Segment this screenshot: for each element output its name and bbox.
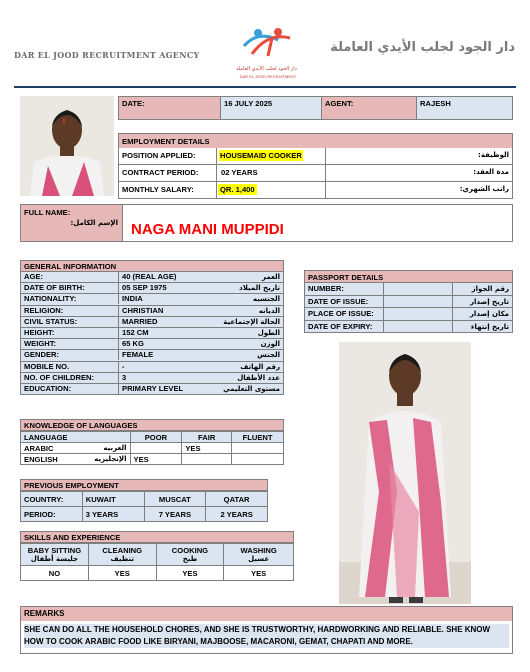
general-row [20,272,284,283]
salary-value: QR. 1,400 [220,185,255,194]
general-value: 65 KG [118,339,210,349]
previous-country: MUSCAT [144,492,206,507]
remarks-text: SHE CAN DO ALL THE HOUSEHOLD CHORES, AND SHE IS TRUSTWORTHY, HARDWORKING AND RELIABLE. SHE KNOW HOW TO COOK ARABIC FOOD LIKE BIRYANI, MAJBOOSE, MACARONI, GEMAT, CHAPATI AND MORE. [24,624,509,648]
passport-value [383,283,453,295]
skill-header [224,544,294,566]
candidate-photo-portrait [20,96,114,196]
general-label: EDUCATION: [24,383,72,393]
skill-name: COOKING [171,545,209,555]
lang-name-ar: الإنجليزيه [94,454,127,463]
remarks-title: REMARKS [21,607,512,621]
general-label-ar: الجنسيه [252,295,280,304]
previous-period-label: PERIOD: [21,507,83,522]
skill-value: YES [88,566,156,581]
skills-section [20,531,294,581]
lang-fair: YES [182,443,232,454]
general-label-ar: الوزن [260,340,280,349]
passport-label-ar: رقم الجواز [471,285,509,293]
fullname-label: FULL NAME: [24,208,71,217]
passport-label-ar: تاريخ إنتهاء [470,322,509,331]
general-row [20,384,284,395]
skill-header [156,544,224,566]
position-value-text: HOUSEMAID COOKER [220,151,302,160]
general-rows [20,272,284,395]
passport-value [383,321,453,333]
general-value: PRIMARY LEVEL [118,384,210,394]
previous-period: 3 YEARS [82,507,144,522]
general-row [20,328,284,339]
employment-section [118,133,513,199]
passport-row [304,283,513,296]
previous-table [20,491,268,522]
passport-label: DATE OF EXPIRY: [308,321,373,331]
lang-header-language: LANGUAGE [21,432,131,443]
general-label: NATIONALITY: [24,294,77,304]
general-label-ar: الطول [257,328,280,337]
general-value: 05 SEP 1975 [118,283,210,293]
general-label-ar: تاريخ الميلاد [239,284,280,293]
contract-label-ar: مدة العقد: [473,168,509,176]
lang-row [21,454,284,465]
fullname-section [20,204,513,242]
skill-value: YES [156,566,224,581]
general-label: CIVIL STATUS: [24,316,78,326]
skill-value: YES [224,566,294,581]
general-label-ar: رقم الهاتف [240,362,280,371]
skill-header [88,544,156,566]
passport-value [383,296,453,308]
skill-header [21,544,89,566]
contract-label: CONTRACT PERIOD: [122,168,199,177]
general-row [20,317,284,328]
languages-table [20,431,284,465]
logo-caption-ar: دار الجود لجلب الأيدي العاملة [236,66,297,72]
skill-name: CLEANING [102,545,143,555]
general-row [20,350,284,361]
skill-name-ar: جليسة أطفال [30,554,79,563]
previous-country-label: COUNTRY: [21,492,83,507]
passport-section [304,270,513,333]
general-label: GENDER: [24,350,60,360]
general-value: 40 (REAL AGE) [118,272,210,282]
general-value: INDIA [118,294,210,304]
general-label: WEIGHT: [24,339,57,349]
passport-label: PLACE OF ISSUE: [308,309,374,319]
general-label-ar: الديانه [258,306,280,315]
position-label: POSITION APPLIED: [122,151,196,160]
passport-label-ar: تاريخ إصدار [469,297,509,306]
skills-title: SKILLS AND EXPERIENCE [20,531,294,543]
general-label-ar: العمر [261,273,280,281]
lang-poor: YES [130,454,182,465]
lang-header-poor: POOR [130,432,182,443]
lang-name: ARABIC [24,443,54,453]
previous-period-row [21,507,268,522]
general-label: AGE: [24,272,43,281]
general-row [20,339,284,350]
fullname-label-box [21,205,123,241]
passport-label: NUMBER: [308,284,344,293]
agency-name-en: DAR EL JOOD RECRUITMENT AGENCY [14,50,200,60]
passport-rows [304,283,513,333]
fullname-label-ar: الإسم الكامل: [70,219,118,227]
info-bar [118,96,513,120]
general-value: 3 [118,373,210,383]
languages-section [20,419,284,465]
passport-label-ar: مكان إصدار [469,310,509,319]
passport-row [304,321,513,334]
general-label-ar: الجنس [257,351,280,360]
general-label-ar: مستوى التعليمي [223,384,280,393]
lang-name-cell [21,443,131,454]
passport-title: PASSPORT DETAILS [304,270,513,283]
passport-row [304,308,513,321]
previous-period: 7 YEARS [144,507,206,522]
general-value: MARRIED [118,317,210,327]
general-title: GENERAL INFORMATION [20,260,284,272]
contract-value: 02 YEARS [221,168,258,177]
lang-fair [182,454,232,465]
general-value: 152 CM [118,328,210,338]
skill-value: NO [21,566,89,581]
fullname-value: NAGA MANI MUPPIDI [131,221,284,238]
lang-row [21,443,284,454]
lang-fluent [232,443,284,454]
previous-country: KUWAIT [82,492,144,507]
position-label-ar: الوظيفة: [478,151,509,159]
header [0,0,530,90]
previous-country-row [21,492,268,507]
lang-name-cell [21,454,131,465]
logo-caption-en: DAR EL JOOD RECRUITMENT [239,74,297,79]
skill-name: BABY SITTING [27,545,82,555]
general-label: NO. OF CHILDREN: [24,372,95,382]
previous-section [20,479,268,522]
general-label-ar: عدد الأطفال [237,373,280,382]
general-label: HEIGHT: [24,327,55,337]
languages-header-row [21,432,284,443]
candidate-photo-full [339,342,471,604]
general-row [20,373,284,384]
general-label: DATE OF BIRTH: [24,283,85,293]
date-value: 16 JULY 2025 [220,97,321,119]
general-value: FEMALE [118,350,210,360]
lang-header-fluent: FLUENT [232,432,284,443]
remarks-section [20,606,513,654]
position-value [216,148,326,164]
lang-poor [130,443,182,454]
general-value: - [118,362,210,372]
general-label-ar: الحالة الإجتماعية [223,317,280,326]
general-row [20,362,284,373]
skill-name-ar: تنظيف [110,554,134,563]
header-rule [14,86,516,88]
lang-name: ENGLISH [24,454,58,464]
agency-name-ar: دار الجود لجلب الأيدي العاملة [330,40,515,55]
date-label: DATE: [119,97,220,119]
general-row [20,283,284,294]
lang-name-ar: العربيه [103,443,127,452]
skill-name-ar: غسيل [248,554,270,563]
lang-fluent [232,454,284,465]
skills-header-row [21,544,294,566]
general-value: CHRISTIAN [118,306,210,316]
previous-period: 2 YEARS [206,507,268,522]
skills-value-row [21,566,294,581]
employment-title: EMPLOYMENT DETAILS [119,134,512,148]
passport-value [383,308,453,320]
general-row [20,294,284,305]
passport-label: DATE OF ISSUE: [308,296,369,306]
general-section [20,260,284,395]
lang-header-fair: FAIR [182,432,232,443]
agency-logo [238,24,294,64]
general-row [20,306,284,317]
skill-name: WASHING [240,545,277,555]
passport-row [304,296,513,309]
skill-name-ar: طبخ [182,554,198,563]
general-label: MOBILE NO. [24,361,70,371]
skills-table [20,543,294,581]
salary-label-ar: راتب الشهري: [459,185,509,193]
salary-label: MONTHLY SALARY: [122,185,194,194]
previous-title: PREVIOUS EMPLOYMENT [20,479,268,491]
agent-label: AGENT: [321,97,416,119]
agent-value: RAJESH [416,97,512,119]
general-label: RELIGION: [24,305,64,315]
previous-country: QATAR [206,492,268,507]
languages-title: KNOWLEDGE OF LANGUAGES [20,419,284,431]
